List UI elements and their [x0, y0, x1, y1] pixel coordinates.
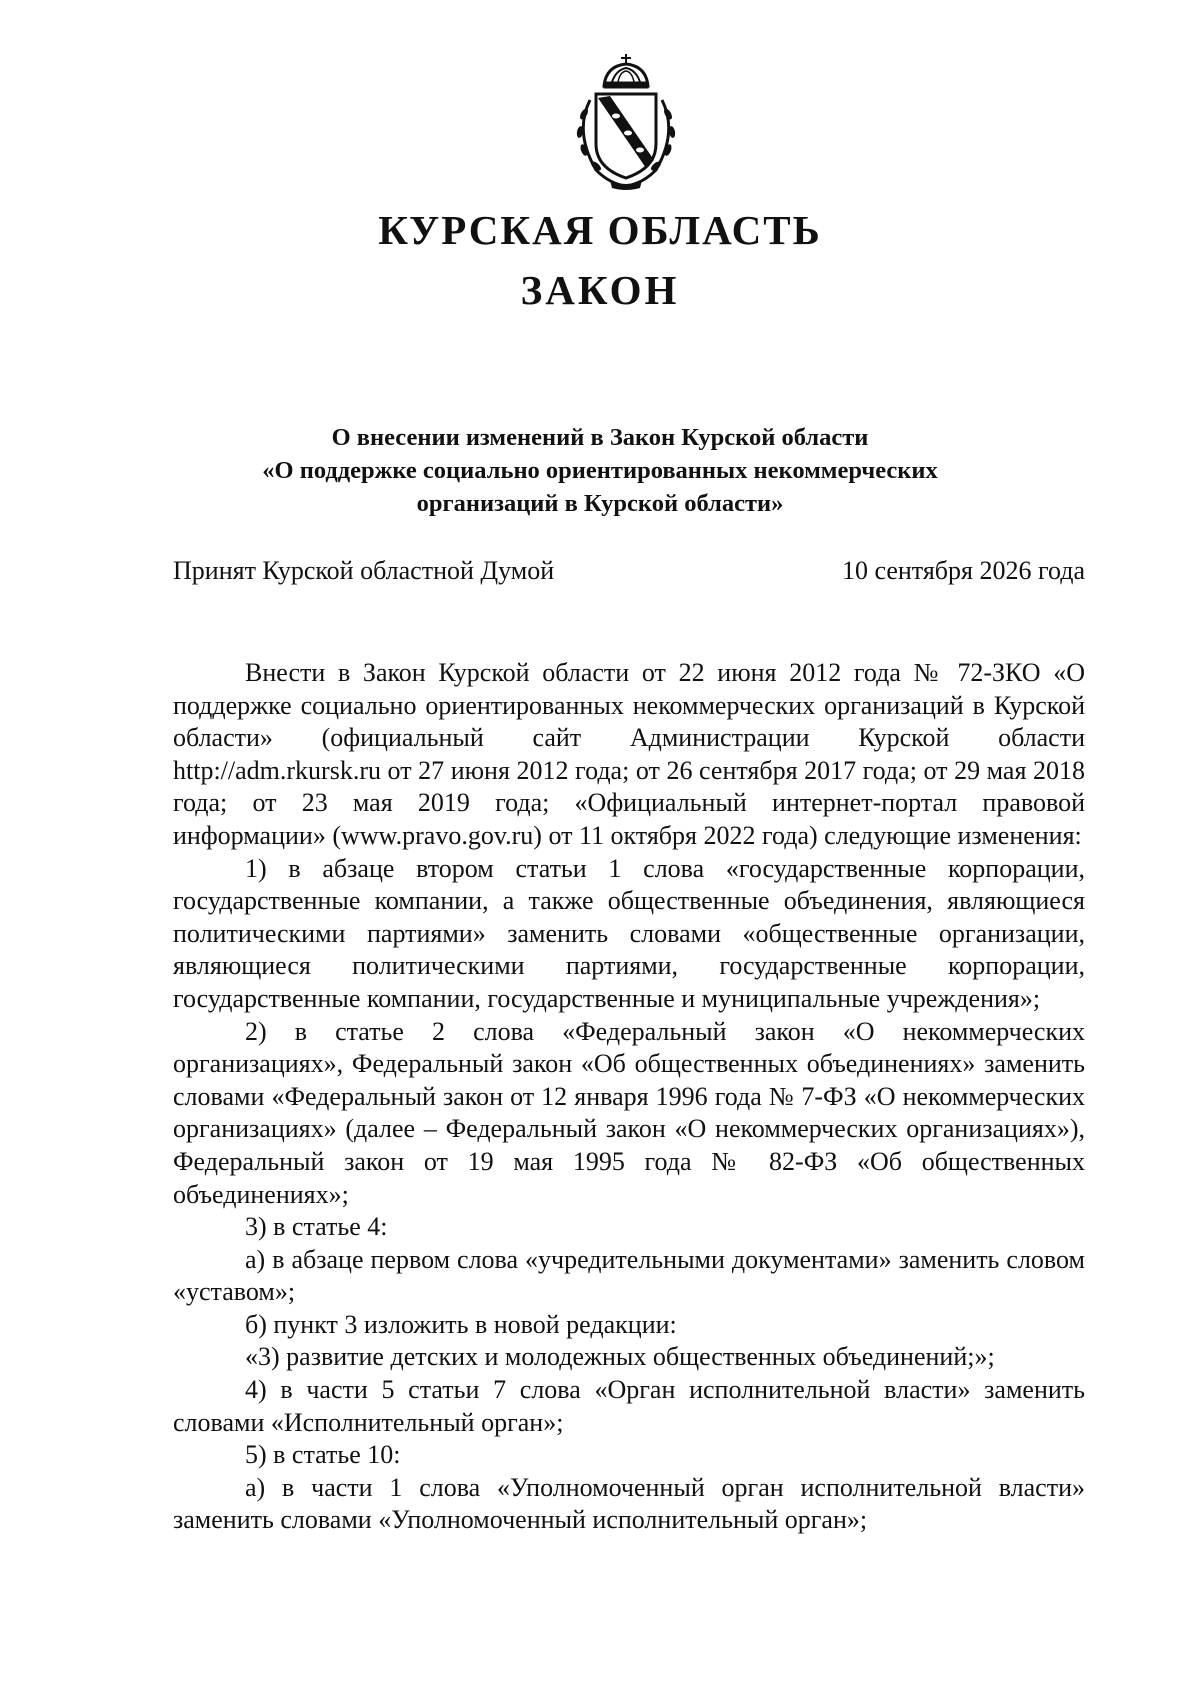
- region-heading: КУРСКАЯ ОБЛАСТЬ: [378, 207, 822, 253]
- paragraph: Внести в Закон Курской области от 22 июня 2012 года № 72-ЗКО «О поддержке социально ориентированных некоммерческих организаций в Курской области» (официальный сайт Администрации Курской области http://adm.rkursk.ru от 27 июня 2012 года; от 26 сентября 2017 года; от 29 мая 2018 года; от 23 мая 2019 года; «Официальный интернет-портал правовой информации» (www.pravo.gov.ru) от 11 октября 2022 года) следующие изменения:: [173, 658, 1085, 850]
- coat-of-arms-emblem: [560, 52, 692, 192]
- paragraph: 5) в статье 10:: [245, 1440, 401, 1470]
- paragraph: 2) в статье 2 слова «Федеральный закон «О некоммерческих организациях», Федеральный закон «Об общественных объединениях» заменить словами «Федеральный закон от 12 января 1996 года № 7-ФЗ «О некоммерческих организациях» (далее – Федеральный закон «О некоммерческих организациях»), Федеральный закон от 19 мая 1995 года № 82-ФЗ «Об общественных объединениях»;: [173, 1016, 1085, 1209]
- law-title-line: О внесении изменений в Закон Курской области: [331, 424, 869, 451]
- paragraph: б) пункт 3 изложить в новой редакции:: [245, 1309, 677, 1339]
- paragraph: 4) в части 5 статьи 7 слова «Орган исполнительной власти» заменить словами «Исполнительный орган»;: [173, 1375, 1085, 1437]
- law-body: [173, 657, 1085, 1537]
- document-type-heading: ЗАКОН: [520, 267, 680, 313]
- paragraph: а) в части 1 слова «Уполномоченный орган исполнительной власти» заменить словами «Уполномоченный исполнительный орган»;: [173, 1472, 1085, 1535]
- law-title-line: «О поддержке социально ориентированных некоммерческих: [262, 457, 938, 484]
- law-title-line: организаций в Курской области»: [416, 490, 784, 517]
- paragraph: а) в абзаце первом слова «учредительными документами» заменить словом «уставом»;: [173, 1244, 1085, 1307]
- paragraph: 1) в абзаце втором статьи 1 слова «государственные корпорации, государственные компании, а также общественные объединения, являющиеся политическими партиями» заменить словами «общественные организации, являющиеся политическими партиями, государственные корпорации, государственные компании, государственные и муниципальные учреждения»;: [173, 853, 1085, 1013]
- paragraph: 3) в статье 4:: [245, 1212, 388, 1242]
- paragraph: «3) развитие детских и молодежных общественных объединений;»;: [245, 1342, 995, 1372]
- law-title: [150, 421, 1050, 520]
- adoption-date: 10 сентября 2026 года: [841, 556, 1085, 585]
- adopted-by: Принят Курской областной Думой: [173, 556, 555, 585]
